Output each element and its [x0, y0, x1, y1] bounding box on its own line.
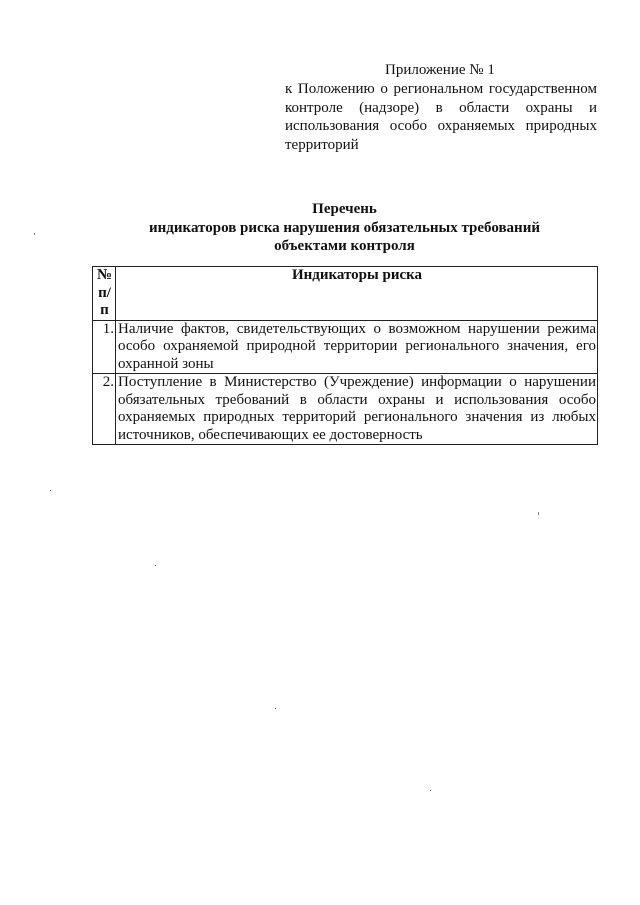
row-indicator-text: Поступление в Министерство (Учреждение) информации о нарушении обязательных требований в области охраны и использования особо охраняемых природных территорий регионального значения из любых источников, обеспечивающих ее достоверность	[116, 374, 598, 445]
table-row	[93, 320, 598, 374]
header-indicators-cell: Индикаторы риска	[116, 267, 598, 321]
document-heading	[92, 200, 597, 256]
header-number-cell	[93, 267, 116, 321]
appendix-title: Приложение № 1	[385, 62, 495, 78]
scan-speck	[155, 565, 156, 566]
scan-speck	[430, 790, 431, 791]
scan-speck	[34, 233, 35, 235]
scan-speck	[275, 708, 276, 709]
header-number-line-1: №	[96, 267, 113, 283]
scan-speck	[50, 490, 51, 491]
heading-line-1: Перечень	[312, 201, 377, 217]
heading-line-2: индикаторов риска нарушения обязательных требований	[149, 219, 540, 236]
appendix-text: к Положению о региональном государственном контроле (надзоре) в области охраны и использования особо охраняемых природных территорий	[285, 81, 597, 153]
table-header-row	[93, 267, 598, 321]
scan-speck	[538, 512, 539, 515]
row-number: 1.	[93, 320, 116, 374]
heading-line-3: объектами контроля	[274, 238, 415, 254]
table-row	[93, 374, 598, 445]
row-number: 2.	[93, 374, 116, 445]
risk-indicators-table	[92, 266, 598, 445]
header-number-line-2: п/п	[98, 284, 111, 318]
row-indicator-text: Наличие фактов, свидетельствующих о возможном нарушении режима особо охраняемой природной территории регионального значения, его охранной зоны	[116, 320, 598, 374]
